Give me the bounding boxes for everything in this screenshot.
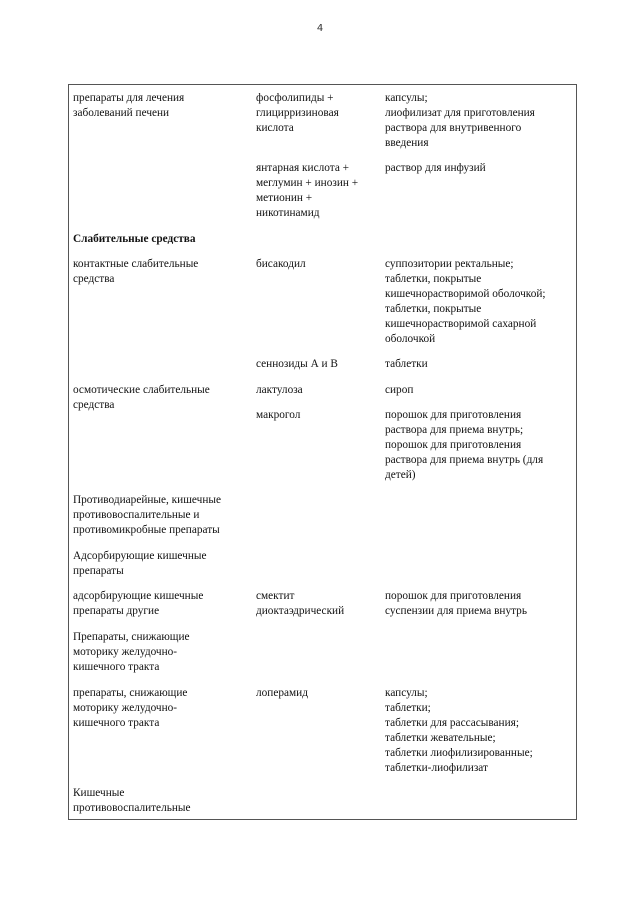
drug-cell: янтарная кислота + меглумин + инозин + метионин + никотинамид (256, 162, 359, 219)
form-cell: таблетки (385, 358, 428, 370)
drug-cell: лактулоза (256, 384, 303, 396)
form-cell: суппозитории ректальные; таблетки, покрытые кишечнорастворимой оболочкой; таблетки, покрытые кишечнорастворимой сахарной оболочкой (385, 258, 546, 345)
group-cell: осмотические слабительные средства (73, 384, 210, 411)
drug-cell: сеннозиды А и В (256, 358, 338, 370)
section-heading: Препараты, снижающие моторику желудочно- кишечного тракта (73, 631, 190, 673)
form-cell: раствор для инфузий (385, 162, 486, 174)
form-cell: капсулы; таблетки; таблетки для рассасывания; таблетки жевательные; таблетки лиофилизированные; таблетки-лиофилизат (385, 687, 533, 774)
form-cell: порошок для приготовления раствора для приема внутрь; порошок для приготовления раствора для приема внутрь (для детей) (385, 409, 544, 481)
group-cell: препараты для лечения заболеваний печени (73, 92, 185, 119)
drug-cell: лоперамид (256, 687, 308, 699)
form-cell: капсулы; лиофилизат для приготовления раствора для внутривенного введения (385, 92, 535, 149)
section-heading: Противодиарейные, кишечные противовоспалительные и противомикробные препараты (73, 494, 221, 536)
form-cell: сироп (385, 384, 414, 396)
group-cell: адсорбирующие кишечные препараты другие (73, 590, 204, 617)
section-heading: Кишечные противовоспалительные (73, 787, 191, 814)
form-cell: порошок для приготовления суспензии для приема внутрь (385, 590, 527, 617)
section-heading: Адсорбирующие кишечные препараты (73, 550, 207, 577)
drug-cell: смектит диоктаэдрический (256, 590, 345, 617)
group-cell: контактные слабительные средства (73, 258, 199, 285)
drug-cell: макрогол (256, 409, 301, 421)
page-number: 4 (316, 23, 324, 34)
group-cell: препараты, снижающие моторику желудочно- кишечного тракта (73, 687, 188, 729)
drug-cell: бисакодил (256, 258, 306, 270)
section-heading: Слабительные средства (73, 233, 196, 245)
drug-cell: фосфолипиды + глицирризиновая кислота (256, 92, 339, 134)
